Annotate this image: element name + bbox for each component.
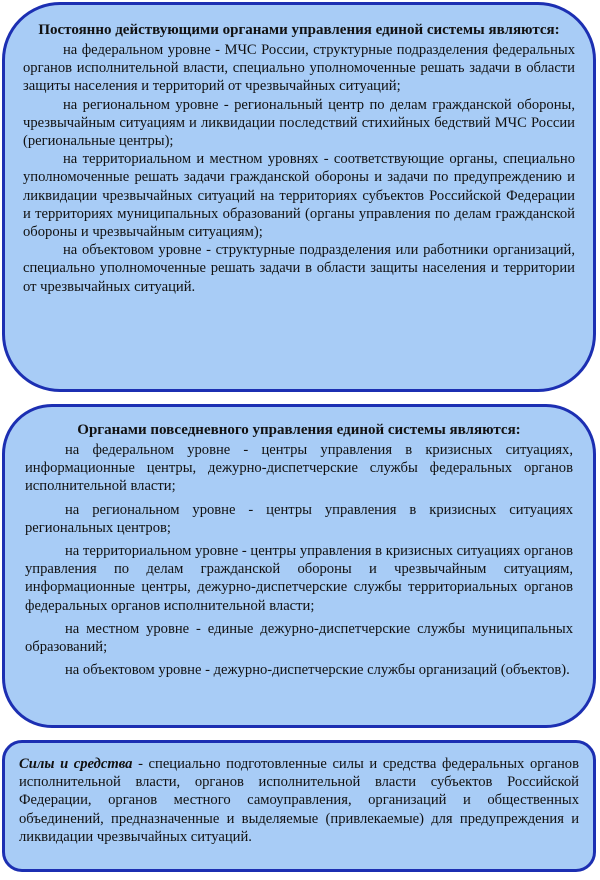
- permanent-object-level: на объектовом уровне - структурные подразделения или работники организаций, специально уполномоченные решать задачи в области защиты населения и территории от чрезвычайных ситуаций.: [23, 242, 575, 295]
- daily-federal-level: на федеральном уровне - центры управления в кризисных ситуациях, информационные центры, дежурно-диспетчерские службы федеральных органов исполнительной власти;: [25, 442, 573, 495]
- permanent-regional-level: на региональном уровне - региональный центр по делам гражданской обороны, чрезвычайным ситуациям и ликвидации последствий стихийных бедствий МЧС России (региональные центры);: [23, 96, 575, 150]
- daily-object-level: на объектовом уровне - дежурно-диспетчерские службы организаций (объектов).: [65, 662, 570, 679]
- permanent-territorial-local-level: на территориальном и местном уровнях - соответствующие органы, специально уполномоченные решать задачи гражданской обороны и задачи по предупреждению и ликвидации чрезвычайных ситуаций на территориях субъектов Российской Федерации и территориях муниципальных образований (органы управления по делам гражданской обороны и чрезвычайным ситуациям);: [23, 151, 575, 241]
- daily-bodies-panel: [2, 404, 596, 728]
- permanent-federal-level: на федеральном уровне - МЧС России, структурные подразделения федеральных органов исполнительной власти, специально уполномоченные решать задачи в области защиты населения и территорий от чрезвычайных ситуаций;: [23, 42, 575, 95]
- daily-bodies-heading: Органами повседневного управления единой системы являются:: [77, 422, 521, 438]
- daily-territorial-level: на территориальном уровне - центры управления в кризисных ситуациях органов управления по делам гражданской обороны и чрезвычайным ситуациям, информационные центры, дежурно-диспетчерские службы территориальных органов федеральных органов исполнительной власти;: [25, 543, 573, 614]
- forces-lead-term: Силы и средства: [19, 756, 133, 772]
- permanent-bodies-panel: [2, 2, 596, 392]
- daily-local-level: на местном уровне - единые дежурно-диспетчерские службы муниципальных образований;: [25, 620, 573, 656]
- forces-panel: [2, 740, 596, 872]
- daily-regional-level: на региональном уровне - центры управления в кризисных ситуациях региональных центров;: [25, 501, 573, 536]
- forces-text: - специально подготовленные силы и средства федеральных органов исполнительной власти, органов исполнительной власти субъектов Российской Федерации, органов местного самоуправления, организаций и общественных объединений, предназначенные и выделяемые (привлекаемые) для предупреждения и ликвидации чрезвычайных ситуаций.: [19, 756, 579, 845]
- forces-definition: [19, 755, 579, 846]
- permanent-bodies-heading: Постоянно действующими органами управления единой системы являются:: [38, 22, 560, 38]
